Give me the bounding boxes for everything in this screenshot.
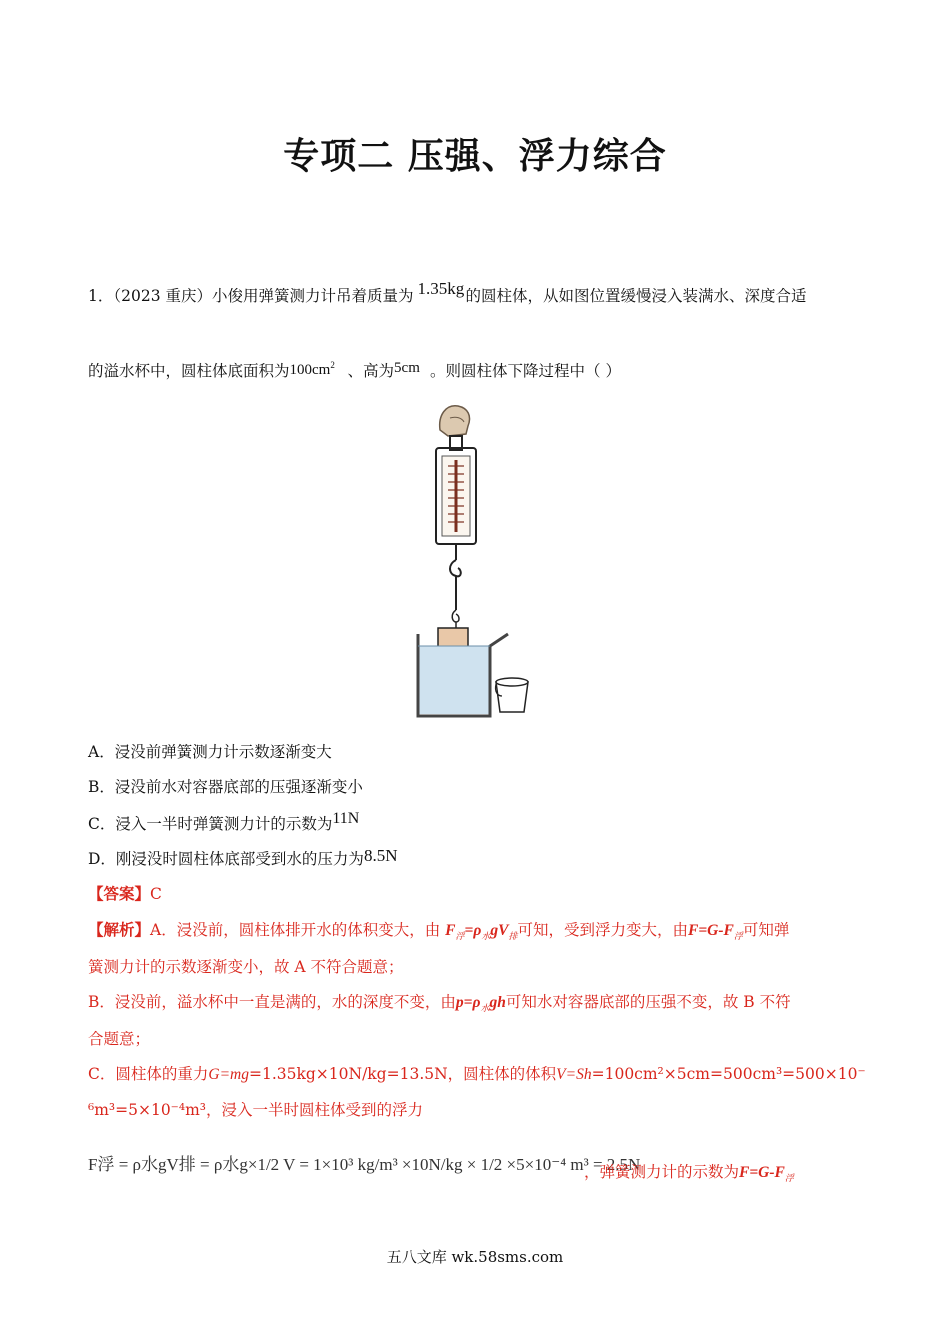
analysis-line-3 <box>88 990 791 1014</box>
option-c <box>88 812 359 834</box>
symbol: V=Sh <box>556 1066 592 1083</box>
symbol: =ρ <box>464 922 482 939</box>
answer <box>88 882 162 904</box>
footer-watermark: 五八文库 wk.58sms.com <box>386 1248 564 1266</box>
option-a: A．浸没前弹簧测力计示数逐渐变大 <box>88 743 332 761</box>
answer-value: C <box>150 885 162 903</box>
analysis-line-5 <box>88 1062 866 1084</box>
subscript: 水 <box>480 1004 490 1015</box>
buoyancy-formula <box>88 1150 640 1175</box>
symbol: p=ρ <box>455 994 481 1011</box>
analysis-line-7 <box>584 1160 794 1184</box>
analysis-text: C．圆柱体的重力 <box>88 1065 209 1083</box>
analysis-line-2: 簧测力计的示数逐渐变小，故 A 不符合题意； <box>88 958 404 976</box>
overflow-cup-water <box>418 646 490 714</box>
subscript: 浮 <box>784 1174 794 1185</box>
subscript: 浮 <box>455 932 465 943</box>
option-c-text: C．浸入一半时弹簧测力计的示数为 <box>88 815 333 833</box>
analysis-line-4: 合题意； <box>88 1030 151 1048</box>
question-text: 、高为 <box>347 362 395 380</box>
analysis-text: ，弹簧测力计的示数为 <box>584 1163 740 1181</box>
analysis-text: =100cm²×5cm=500cm³=500×10⁻ <box>591 1065 866 1083</box>
spring-scale-figure <box>410 400 540 722</box>
question-text: 。则圆柱体下降过程中（ ） <box>430 362 621 380</box>
area-value: 100cm <box>289 362 331 378</box>
hand-icon <box>440 406 470 436</box>
symbol: F=G-F <box>687 922 734 939</box>
symbol: F=G-F <box>739 1164 785 1181</box>
option-c-value: 11N <box>332 810 360 827</box>
page-title: 专项二 压强、浮力综合 <box>283 135 667 177</box>
analysis-text: A．浸没前，圆柱体排开水的体积变大，由 <box>150 921 441 939</box>
option-d-value: 8.5N <box>363 846 398 865</box>
question-text: 的溢水杯中，圆柱体底面积为 <box>88 362 290 380</box>
analysis-text: 可知水对容器底部的压强不变，故 B 不符 <box>505 993 791 1011</box>
symbol: gV <box>490 922 509 939</box>
option-d <box>88 847 397 869</box>
symbol: gh <box>489 994 506 1011</box>
formula-text: F浮 = ρ水gV排 = ρ水g×1/2 V = 1×10³ kg/m³ ×10N/kg × 1/2 ×5×10⁻⁴ m³ = 2.5N <box>88 1155 641 1174</box>
subscript: 排 <box>508 932 518 943</box>
symbol: G=mg <box>208 1066 249 1083</box>
subscript: 浮 <box>733 932 743 943</box>
option-b: B．浸没前水对容器底部的压强逐渐变小 <box>88 778 363 796</box>
question-line-2 <box>88 359 621 381</box>
question-text: 1．（2023 重庆）小俊用弹簧测力计吊着质量为 <box>88 287 414 305</box>
analysis-text: B．浸没前，溢水杯中一直是满的，水的深度不变，由 <box>88 993 456 1011</box>
subscript: 水 <box>481 932 491 943</box>
height-value: 5cm <box>394 360 420 376</box>
analysis-label: 【解析】 <box>88 920 151 939</box>
question-line-1 <box>88 279 807 306</box>
mass-value: 1.35kg <box>417 279 465 298</box>
option-d-text: D．刚浸没时圆柱体底部受到水的压力为 <box>88 850 364 868</box>
analysis-line-6: ⁶m³=5×10⁻⁴m³，浸入一半时圆柱体受到的浮力 <box>88 1101 423 1119</box>
area-exponent: 2 <box>330 360 335 370</box>
analysis-text: 可知弹 <box>742 921 790 939</box>
analysis-text: =1.35kg×10N/kg=13.5N，圆柱体的体积 <box>248 1065 557 1083</box>
symbol: F <box>445 922 456 939</box>
question-text: 的圆柱体，从如图位置缓慢浸入装满水、深度合适 <box>465 287 807 305</box>
analysis-text: 可知，受到浮力变大，由 <box>517 921 688 939</box>
answer-label: 【答案】 <box>88 884 151 903</box>
analysis-line-1 <box>88 918 789 942</box>
